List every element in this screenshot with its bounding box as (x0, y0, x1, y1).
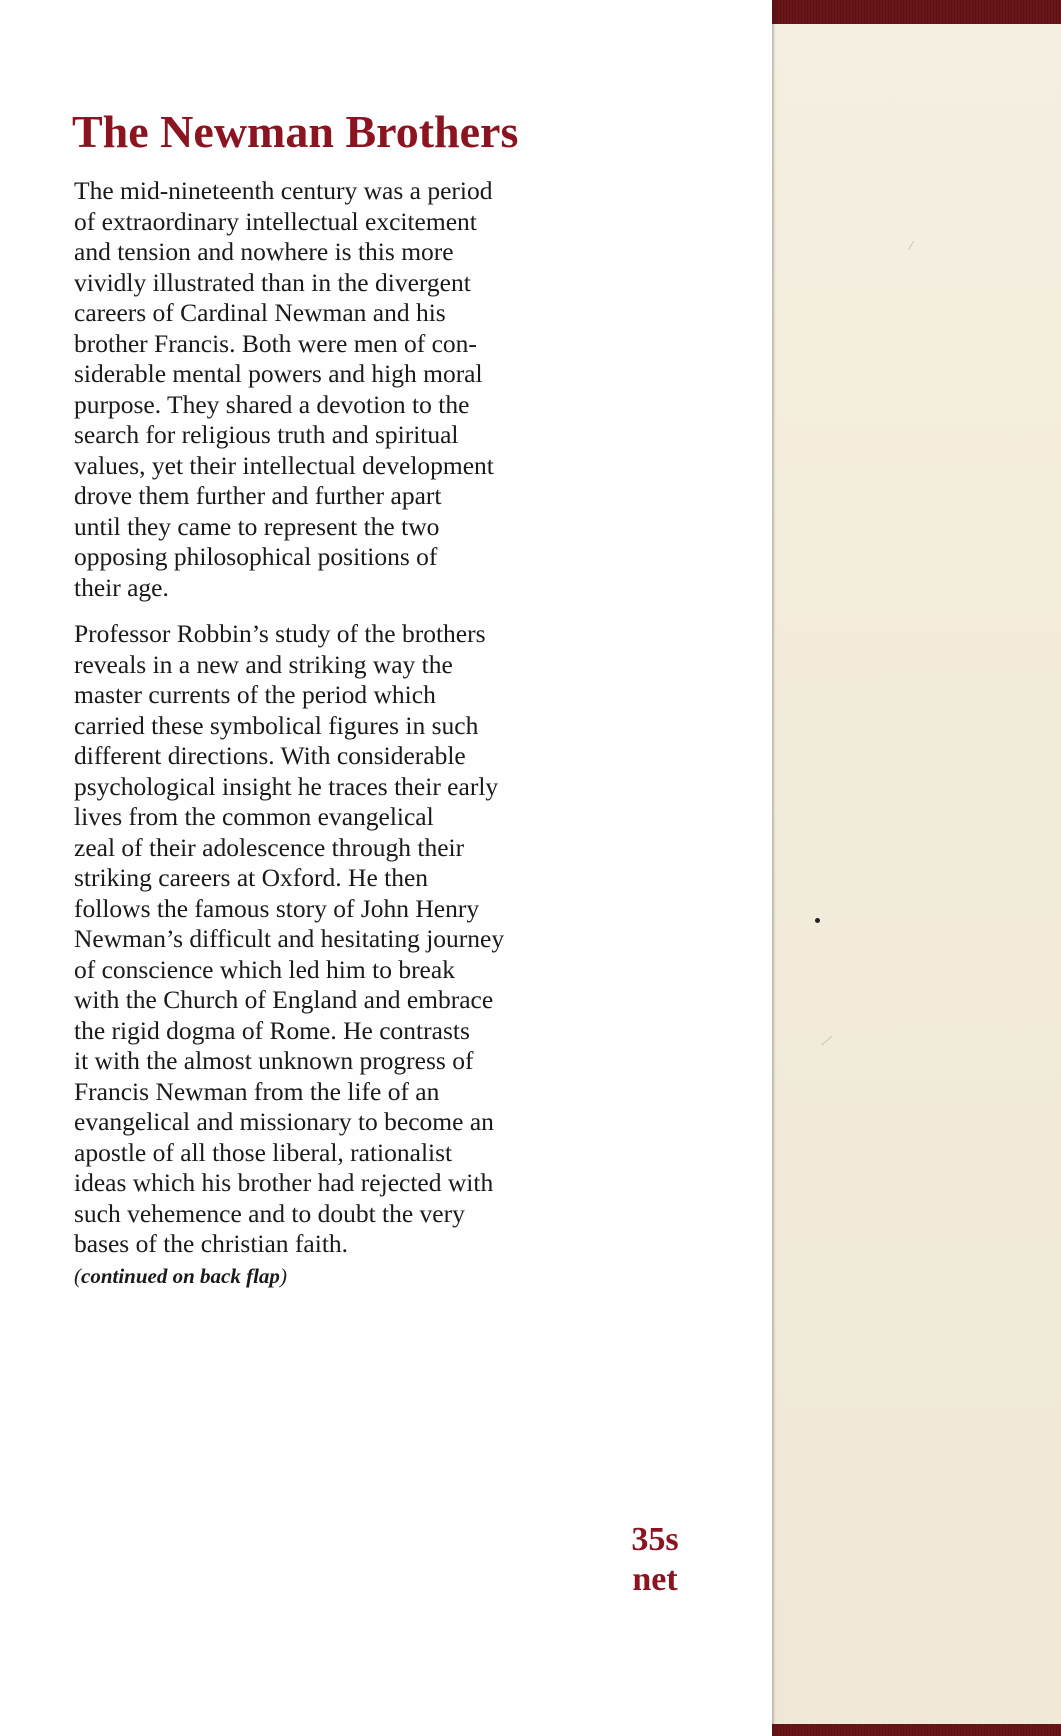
text-line: lives from the common evangelical (74, 802, 434, 831)
blurb-text (74, 176, 594, 1306)
text-line: The mid-nineteenth century was a period (74, 176, 493, 205)
text-line: vividly illustrated than in the divergent (74, 267, 471, 297)
text-line: such vehemence and to doubt the very (74, 1198, 465, 1228)
text-line: of conscience which led him to break (74, 954, 455, 984)
text-line: psychological insight he traces their early (74, 771, 499, 801)
continued-text: continued on back flap (81, 1263, 280, 1288)
text-line: ideas which his brother had rejected with (74, 1168, 494, 1197)
text-line: drove them further and further apart (74, 481, 442, 510)
text-line: carried these symbolical figures in such (74, 710, 479, 740)
book-title: The Newman Brothers (72, 106, 519, 157)
text-line: brother Francis. Both were men of con- (74, 328, 477, 358)
text-line: Francis Newman from the life of an (74, 1076, 440, 1106)
text-line: Professor Robbin’s study of the brothers (74, 619, 486, 648)
text-line: with the Church of England and embrace (74, 985, 494, 1014)
text-line: search for religious truth and spiritual (74, 420, 459, 449)
text-line: master currents of the period which (74, 680, 436, 709)
price-amount: 35s (631, 1521, 679, 1558)
text-line: apostle of all those liberal, rationalist (74, 1137, 453, 1167)
text-line: follows the famous story of John Henry (74, 893, 480, 923)
text-line: zeal of their adolescence through their (74, 832, 465, 862)
text-line: evangelical and missionary to become an (74, 1107, 494, 1136)
price-suffix: net (632, 1561, 678, 1598)
blurb-paragraph-2 (74, 619, 594, 1290)
text-line: values, yet their intellectual development (74, 450, 494, 480)
text-line: it with the almost unknown progress of (74, 1046, 474, 1075)
continued-note (74, 1262, 594, 1290)
text-line: reveals in a new and striking way the (74, 649, 453, 679)
continued-close-paren: ) (279, 1263, 287, 1288)
text-line: different directions. With considerable (74, 741, 466, 770)
text-line: the rigid dogma of Rome. He contrasts (74, 1015, 470, 1045)
endpaper-speck (815, 918, 820, 923)
text-line: siderable mental powers and high moral (74, 359, 483, 388)
text-line: opposing philosophical positions of (74, 542, 438, 571)
text-line: their age. (74, 572, 169, 602)
text-line: purpose. They shared a devotion to the (74, 389, 470, 419)
text-line: Newman’s difficult and hesitating journey (74, 924, 505, 953)
blurb-paragraph-1 (74, 176, 594, 603)
text-line: of extraordinary intellectual excitement (74, 206, 477, 236)
text-line: careers of Cardinal Newman and his (74, 298, 446, 327)
price-label (610, 1520, 700, 1600)
text-line: striking careers at Oxford. He then (74, 863, 429, 892)
text-line: until they came to represent the two (74, 511, 440, 541)
endpaper (768, 24, 1061, 1724)
continued-open-paren: ( (74, 1263, 81, 1288)
endpaper-fold-line (772, 24, 774, 1724)
text-line: bases of the christian faith. (74, 1229, 349, 1258)
text-line: and tension and nowhere is this more (74, 237, 454, 266)
